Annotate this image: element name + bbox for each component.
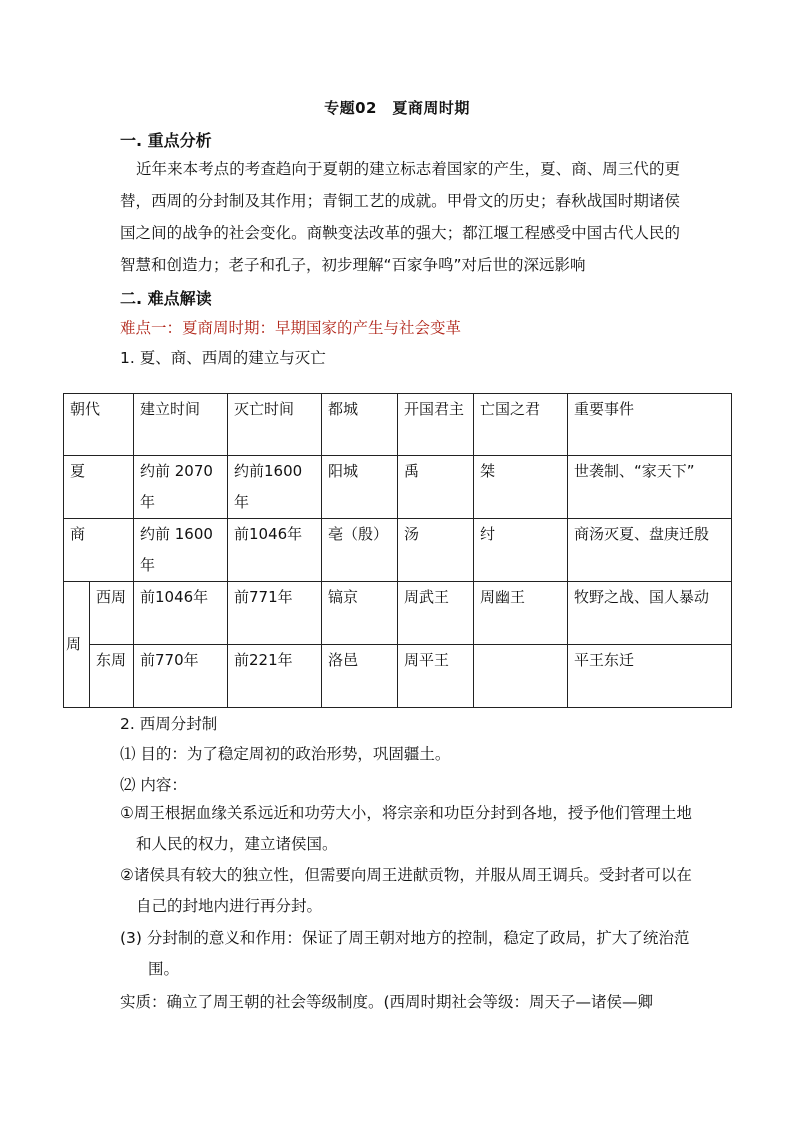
cell-founder: 周平王 [398,645,474,708]
header-cell: 重要事件 [568,394,732,456]
cell-events: 商汤灭夏、盘庚迁殷 [568,519,732,582]
cell-last-ruler [474,645,568,708]
table-row [64,456,732,519]
table-header-row [64,394,732,456]
table-row [64,519,732,582]
table-row [64,582,732,645]
cell-events: 平王东迁 [568,645,732,708]
cell-founded: 约前 1600 年 [134,519,228,582]
table-row [64,645,732,708]
cell-capital: 亳（殷） [322,519,398,582]
cell-founder: 周武王 [398,582,474,645]
cell-founder: 禹 [398,456,474,519]
cell-subdynasty: 东周 [90,645,134,708]
difficulty-one-heading: 难点一：夏商周时期：早期国家的产生与社会变革 [120,319,462,337]
cell-capital: 阳城 [322,456,398,519]
cell-fell: 约前1600年 [228,456,322,519]
header-cell: 朝代 [64,394,134,456]
content-item-one: ①周王根据血缘关系远近和功劳大小，将宗亲和功臣分封到各地，授予他们管理土地和人民的权力，建立诸侯国。 [120,804,692,853]
cell-fell: 前221年 [228,645,322,708]
subsection-dynasties: 1. 夏、商、西周的建立与灭亡 [120,349,326,367]
header-cell: 亡国之君 [474,394,568,456]
header-cell: 开国君主 [398,394,474,456]
content-heading: ⑵ 内容： [120,776,187,794]
page-title: 专题02 夏商周时期 [324,99,470,117]
cell-last-ruler: 纣 [474,519,568,582]
section-heading-difficulties: 二. 难点解读 [120,289,212,308]
cell-last-ruler: 周幽王 [474,582,568,645]
significance-line: (3) 分封制的意义和作用：保证了周王朝对地方的控制，稳定了政局，扩大了统治范围。 [120,929,690,978]
cell-founder: 汤 [398,519,474,582]
content-item-two: ②诸侯具有较大的独立性，但需要向周王进献贡物，并服从周王调兵。受封者可以在自己的封地内进行再分封。 [120,866,692,915]
cell-last-ruler: 桀 [474,456,568,519]
cell-dynasty: 商 [64,519,134,582]
cell-subdynasty: 西周 [90,582,134,645]
cell-events: 世袭制、“家天下” [568,456,732,519]
cell-capital: 洛邑 [322,645,398,708]
essence-line: 实质：确立了周王朝的社会等级制度。(西周时期社会等级：周天子—诸侯—卿 [120,993,654,1011]
cell-dynasty: 夏 [64,456,134,519]
purpose-line: ⑴ 目的：为了稳定周初的政治形势，巩固疆土。 [120,745,451,763]
analysis-paragraph: 近年来本考点的考查趋向于夏朝的建立标志着国家的产生，夏、商、周三代的更替，西周的分封制及其作用；青铜工艺的成就。甲骨文的历史；春秋战国时期诸侯国之间的战争的社会变化。商鞅变法改革的强大；都江堰工程感受中国古代人民的智慧和创造力；老子和孔子，初步理解“百家争鸣”对后世的深远影响 [120,160,680,274]
cell-capital: 镐京 [322,582,398,645]
cell-dynasty: 周 [64,582,90,708]
section-heading-key-analysis: 一. 重点分析 [120,131,212,150]
header-cell: 都城 [322,394,398,456]
header-cell: 灭亡时间 [228,394,322,456]
cell-founded: 前1046年 [134,582,228,645]
cell-fell: 前771年 [228,582,322,645]
cell-fell: 前1046年 [228,519,322,582]
header-cell: 建立时间 [134,394,228,456]
subsection-fengjian: 2. 西周分封制 [120,715,218,733]
dynasty-table [63,393,732,708]
cell-founded: 约前 2070 年 [134,456,228,519]
cell-events: 牧野之战、国人暴动 [568,582,732,645]
cell-founded: 前770年 [134,645,228,708]
